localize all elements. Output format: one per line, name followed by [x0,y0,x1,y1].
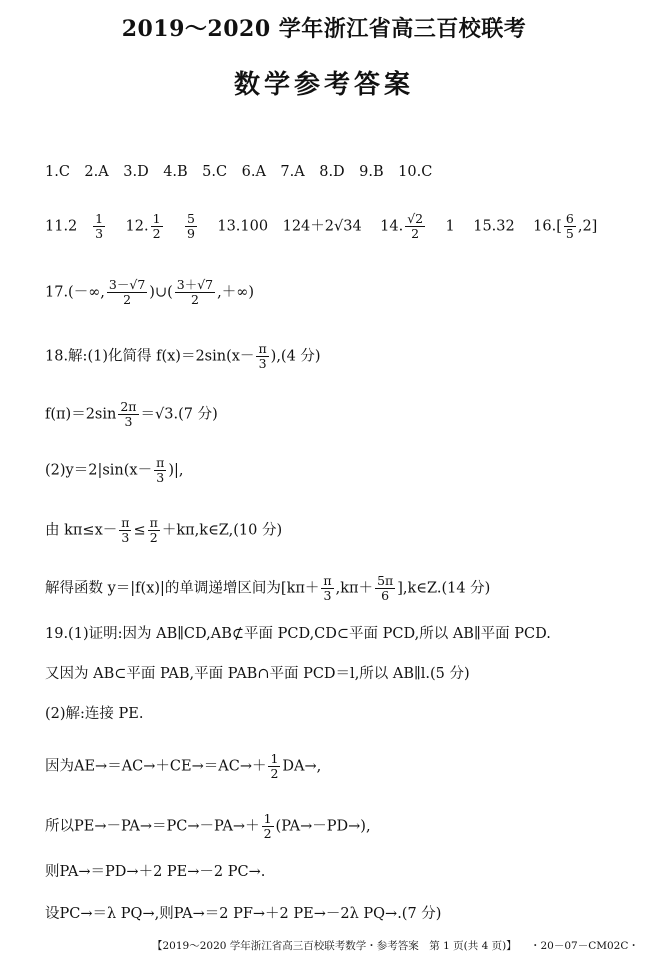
document-subtitle: 数学参考答案 [233,70,414,100]
q16-tail: ,2] [577,218,598,235]
q19-line-3: (2)解:连接 PE. [45,706,144,722]
choice-answers: 1.C 2.A 3.D 4.B 5.C 6.A 7.A 8.D 9.B 10.C [45,164,433,180]
q14-label: 14. [380,218,404,235]
q18-line-2: f(π)＝2sin $\frac{2\pi}{3}$ ＝√3.(7 分) [45,399,218,429]
q19-line-5: 所以PE→－PA→＝PC→－PA→＋ $\frac{1}{2}$ (PA→－PD→), [45,811,371,841]
footer-code: ・20－07－CM02C・ [530,940,639,952]
q14-answer-b: 1 [445,218,455,235]
document-title: 2019～2020 学年浙江省高三百校联考 [121,16,527,42]
q13-answer: 13.100 124＋2√34 [217,218,362,235]
q19-line-7: 设PC→＝λ PQ→,则PA→＝2 PF→＋2 PE→－2λ PQ→.(7 分) [45,906,442,922]
q18-line-1: 18.解:(1)化简得 f(x)＝2sin(x－ $\frac{\pi}{3}$ ),(4 分) [45,341,321,371]
page-footer: 【2019～2020 学年浙江省高三百校联考数学・参考答案 第 1 页(共 4 页)】 [152,940,517,952]
fill-answers-line [45,212,597,241]
q11-answer-a: 11.2 [45,218,78,235]
q18-line-3: (2)y＝2|sin(x－ $\frac{\pi}{3}$ )|, [45,455,184,485]
q17-frac-1: $\frac{3-√7}{2}$ [108,277,146,307]
q16-label: 16.[ [533,218,562,235]
q14-answer-a: $\frac{√2}{2}$ [407,211,424,241]
q17-answer: 17.(－∞, $\frac{3-√7}{2}$ )∪( $\frac{3+√7}{2}$ ,＋∞) [45,277,254,307]
q19-line-6: 则PA→＝PD→＋2 PE→－2 PC→. [45,864,266,880]
q19-line-1: 19.(1)证明:因为 AB∥CD,AB⊄平面 PCD,CD⊂平面 PCD,所以 AB∥平面 PCD. [45,626,551,642]
q11-answer-b: $\frac{1}{3}$ [95,211,104,241]
q12-label: 12. [125,218,149,235]
q15-answer: 15.32 [473,218,515,235]
q18-line-4: 由 kπ≤x－ $\frac{\pi}{3}$ ≤ $\frac{\pi}{2}$ ＋kπ,k∈Z,(10 分) [45,515,283,545]
q12-answer-a: $\frac{1}{2}$ [152,211,161,241]
q19-line-4: 因为AE→＝AC→＋CE→＝AC→＋ $\frac{1}{2}$ DA→, [45,751,322,781]
q12-answer-b: $\frac{5}{9}$ [186,211,195,241]
q17-frac-2: $\frac{3+√7}{2}$ [176,277,214,307]
q19-line-2: 又因为 AB⊂平面 PAB,平面 PAB∩平面 PCD＝l,所以 AB∥l.(5 分) [45,666,470,682]
q16-answer-frac: $\frac{6}{5}$ [565,211,574,241]
q18-line-5: 解得函数 y＝|f(x)|的单调递增区间为[kπ＋ $\frac{\pi}{3}$ ,kπ＋ $\frac{5\pi}{6}$ ],k∈Z.(14 分) [45,573,491,603]
